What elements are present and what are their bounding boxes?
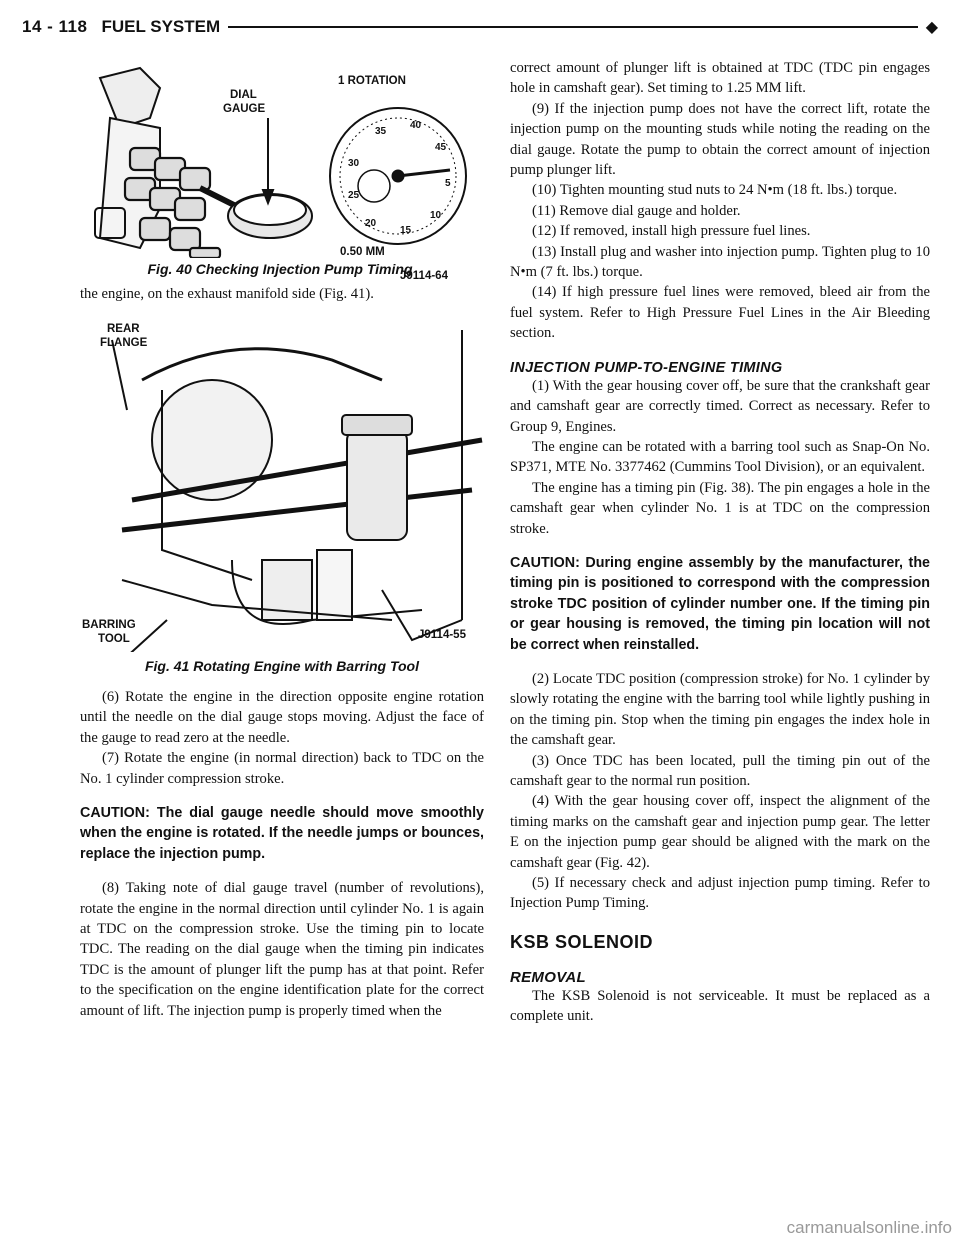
ksb-removal-text: The KSB Solenoid is not serviceable. It must be replaced as a complete unit. [510,987,930,1025]
heading-removal: REMOVAL [510,968,586,986]
left-intro: the engine, on the exhaust manifold side (Fig. 41). [80,286,374,302]
left-column [80,687,484,1021]
left-caution: CAUTION: The dial gauge needle should move smoothly when the engine is rotated. If the needle jumps or bounces, replace the injection pump. [80,805,484,862]
right-step12: (12) If removed, install high pressure fuel lines. [532,223,811,240]
fig40-code: J9114-64 [400,270,448,282]
page-header [22,12,938,42]
injection-pump-drawing [95,68,312,258]
ipe-step5: (5) If necessary check and adjust injection pump timing. Refer to Injection Pump Timing. [510,875,930,912]
label-rear: REAR [107,323,140,335]
dial-num-35: 35 [375,126,387,137]
dial-num-25: 25 [348,190,360,201]
right-step13: (13) Install plug and washer into injection pump. Tighten plug to 10 N•m (7 ft. lbs.) torque. [510,243,930,281]
heading-ksb-solenoid: KSB SOLENOID [510,931,654,952]
dial-num-20: 20 [365,218,377,229]
fig40-caption: Fig. 40 Checking Injection Pump Timing [147,261,413,277]
ipe-step2: (2) Locate TDC position (compression stroke) for No. 1 cylinder by slowly rotating the engine with the barring tool while lightly pushing in on the timing pin. Stop when the timing pin engages the index hole in the camshaft gear. [510,670,930,749]
engine-drawing [82,320,487,652]
ipe-step1: (1) With the gear housing cover off, be sure that the crankshaft gear and camshaft gear are correctly timed. Correct as necessary. Refer to Group 9, Engines. [510,377,930,435]
right-step9: (9) If the injection pump does not have the correct lift, rotate the injection pump on the mounting studs while noting the reading on the dial gauge. Rotate the pump to obtain the correct amount of injection pump plunger lift. [510,100,930,179]
ipe-step4: (4) With the gear housing cover off, inspect the alignment of the timing marks on the camshaft gear and injection pump gear. The letter E on the injection pump gear should be aligned with the mark on the camshaft gear (Fig. 42). [510,793,930,871]
left-step8: (8) Taking note of dial gauge travel (number of revolutions), rotate the engine in the normal direction until cylinder No. 1 is again at TDC on the compression stroke. Use the timing pin to locate TDC. The reading on the dial gauge when the timing pin indicates TDC is the amount of plunger lift the pump has at that point. Refer to the specification on the engine identification plate for the correct amount of lift. The injection pump is properly timed when the [80,880,484,1019]
page-number: 14 - 118 [22,17,88,36]
ipe-rotation: The engine can be rotated with a barring tool such as Snap-On No. SP371, MTE No. 3377462 (Cummins Tool Division), or an equivalent. [510,438,930,476]
dial-num-45: 45 [435,142,447,153]
label-dial: DIAL [230,89,257,101]
dial-num-15: 15 [400,225,412,236]
dial-face [330,108,466,244]
fig41-illustration [82,320,487,652]
label-050mm: 0.50 MM [340,246,385,258]
right-step14: (14) If high pressure fuel lines were removed, bleed air from the fuel system. Refer to High Pressure Fuel Lines in the Air Bleeding section. [510,284,930,342]
label-flange: FLANGE [100,337,148,349]
right-column [510,58,930,1027]
fig41-code: J9114-55 [418,629,466,641]
fig40-illustration [80,58,480,258]
label-barring: BARRING [82,619,136,631]
label-gauge: GAUGE [223,103,266,115]
dial-num-10: 10 [430,210,442,221]
right-step11: (11) Remove dial gauge and holder. [532,202,741,219]
right-caution: CAUTION: During engine assembly by the manufacturer, the timing pin is positioned to correspond with the compression stroke TDC position of cylinder number one. If the timing pin or gear housing is removed, the timing pin location will not be correct when reinstalled. [510,554,930,653]
dial-num-40: 40 [410,120,422,131]
right-cont: correct amount of plunger lift is obtained at TDC (TDC pin engages hole in camshaft gear). Set timing to 1.25 MM lift. [510,60,930,97]
ipe-pin: The engine has a timing pin (Fig. 38). The pin engages a hole in the camshaft gear when cylinder No. 1 is at TDC on the compression stroke. [510,479,930,537]
fig41-caption: Fig. 41 Rotating Engine with Barring Tool [144,658,420,674]
label-tool: TOOL [98,633,130,645]
left-step7: (7) Rotate the engine (in normal direction) back to TDC on the No. 1 cylinder compression stroke. [80,750,484,787]
dial-num-5: 5 [445,178,451,189]
ipe-step3: (3) Once TDC has been located, pull the timing pin out of the camshaft gear to the normal run position. [510,752,930,789]
left-step6: (6) Rotate the engine in the direction opposite engine rotation until the needle on the dial gauge stops moving. Adjust the face of the gauge to read zero at the needle. [80,689,484,746]
watermark: carmanualsonline.info [786,1218,952,1237]
right-step10: (10) Tighten mounting stud nuts to 24 N•m (18 ft. lbs.) torque. [532,182,898,199]
header-rule [228,26,918,28]
heading-ipe-timing: INJECTION PUMP-TO-ENGINE TIMING [510,359,783,376]
section-title: FUEL SYSTEM [101,17,221,36]
diamond-icon: ◆ [925,19,938,36]
label-rotation: 1 ROTATION [338,75,406,87]
dial-num-30: 30 [348,158,360,169]
